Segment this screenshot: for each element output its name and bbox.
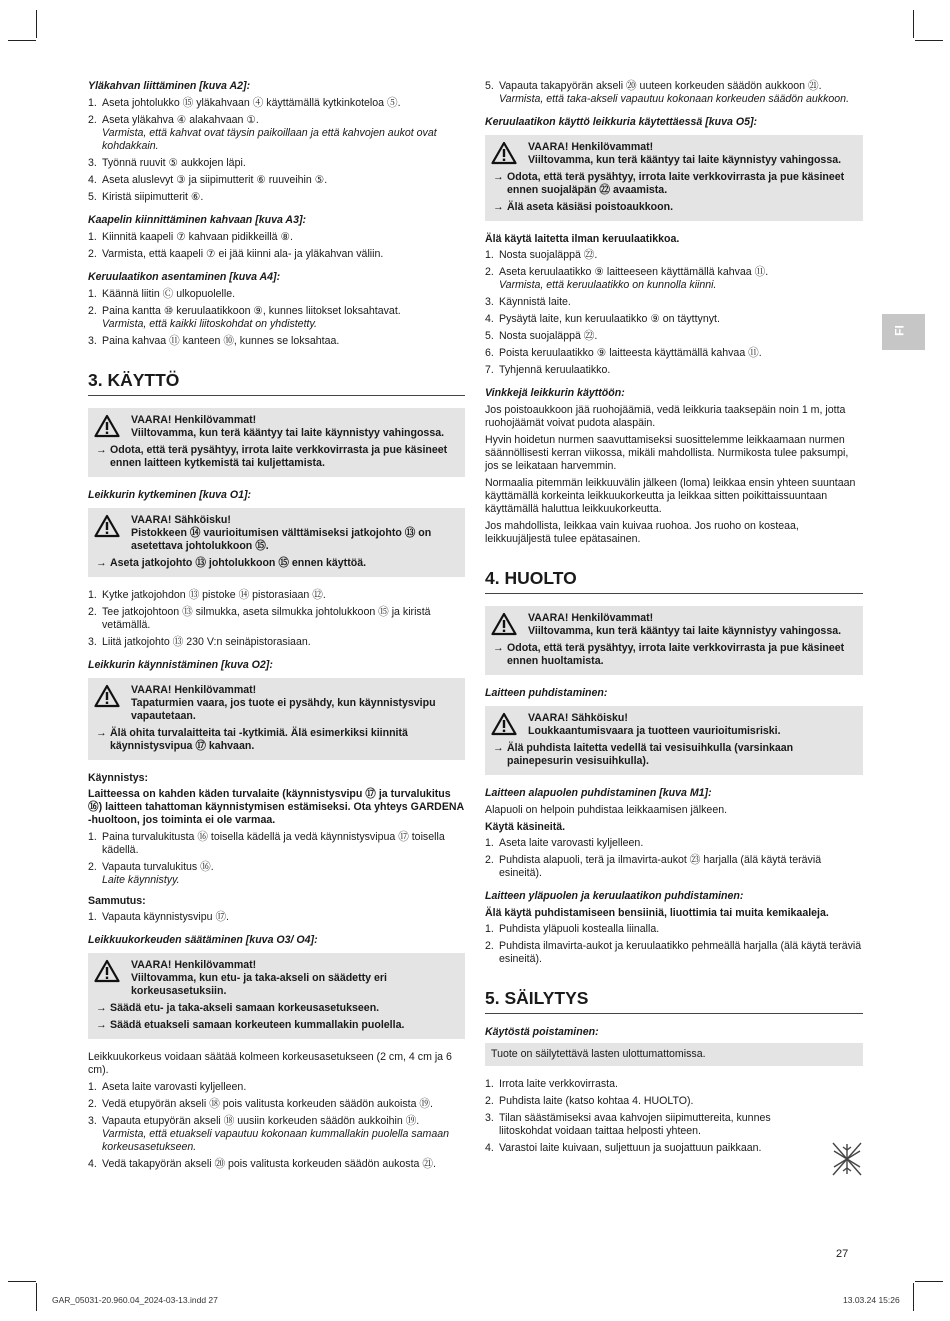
- warning-icon: [94, 414, 120, 438]
- language-tab-label: FI: [892, 325, 907, 336]
- tips: [485, 404, 863, 546]
- warning-description: Pistokkeen ⑭ vaurioitumisen välttämiseksi jatkojohto ⑬ on asetettava johtolukkoon ⑮.: [131, 527, 432, 552]
- step-text: Tyhjennä keruulaatikko.: [499, 364, 611, 376]
- step-number: 4.: [88, 174, 97, 186]
- step-number: 1.: [88, 589, 97, 601]
- crop-mark: [8, 40, 36, 41]
- section-title: Keruulaatikon käyttö leikkuria käytettäessä [kuva O5]:: [485, 116, 758, 128]
- frost-protection-icon: [832, 1142, 862, 1176]
- arrow-icon: →: [96, 1002, 107, 1014]
- warning-action: [493, 201, 855, 214]
- warning-action-text: Odota, että terä pysähtyy, irrota laite verkkovirrasta ja pue käsineet ennen laitteen kytkemistä tai kuljettamista.: [110, 444, 448, 469]
- step-number: 3.: [88, 1115, 97, 1127]
- warning-title: VAARA! Henkilövammat!: [528, 141, 654, 153]
- step-number: 5.: [485, 80, 494, 92]
- warning-title: VAARA! Henkilövammat!: [528, 612, 654, 624]
- step-text: Puhdista alapuoli, terä ja ilmavirta-aukot ㉓ harjalla (älä käytä teräviä esineitä).: [499, 854, 822, 879]
- list-item: [88, 335, 465, 348]
- list-item: [88, 831, 465, 857]
- section-title: Laitteen yläpuolen ja keruulaatikon puhdistaminen:: [485, 890, 744, 902]
- step-number: 3.: [485, 296, 494, 308]
- warning-action-text: Älä ohita turvalaitteita tai -kytkimiä. Älä esimerkiksi kiinnitä käynnistysvipua ⑰ kahvaan.: [110, 727, 408, 752]
- list-item: [485, 347, 863, 360]
- warning-description: Viiltovamma, kun terä kääntyy tai laite käynnistyy vahingossa.: [528, 154, 842, 166]
- step-number: 7.: [485, 364, 494, 376]
- step-note: Varmista, että kahvat ovat täysin paikoillaan ja että kahvojen aukot ovat kohdakkain.: [102, 127, 437, 152]
- warning-icon: [491, 612, 517, 636]
- arrow-icon: →: [493, 201, 504, 213]
- list-item: [485, 249, 863, 262]
- gloves-note: Käytä käsineitä.: [485, 821, 566, 833]
- step-text: Vedä etupyörän akseli ⑱ pois valitusta korkeuden säädön aukoista ⑲.: [102, 1098, 433, 1110]
- warning-action: [96, 444, 457, 470]
- arrow-icon: →: [493, 171, 504, 183]
- list-item: [88, 248, 465, 261]
- step-number: 1.: [485, 1078, 494, 1090]
- crop-mark: [915, 1281, 943, 1282]
- step-text: Vapauta käynnistysvipu ⑰.: [102, 911, 229, 923]
- heading-use: 3. KÄYTTÖ: [88, 370, 465, 396]
- step-number: 1.: [88, 288, 97, 300]
- step-text: Irrota laite verkkovirrasta.: [499, 1078, 618, 1090]
- warning-action: [96, 727, 457, 753]
- step-text: Tilan säästämiseksi avaa kahvojen siipimuttereita, kunnes liitoskohdat voidaan taittaa helposti yhteen.: [499, 1112, 771, 1137]
- section-title: Laitteen puhdistaminen:: [485, 687, 608, 699]
- warning-description: Viiltovamma, kun terä kääntyy tai laite käynnistyy vahingossa.: [528, 625, 842, 637]
- step-text: Kiristä siipimutterit ⑥.: [102, 191, 204, 203]
- step-number: 2.: [485, 266, 494, 278]
- step-number: 2.: [88, 861, 97, 873]
- list-item: [485, 837, 863, 850]
- step-note: Laite käynnistyy.: [102, 874, 180, 886]
- step-text: Aseta johtolukko ⑮ yläkahvaan ④ käyttämällä kytkinkoteloa ⑤.: [102, 97, 401, 109]
- warning-action-text: Aseta jatkojohto ⑬ johtolukkoon ⑮ ennen käyttöä.: [110, 557, 367, 569]
- step-number: 6.: [485, 347, 494, 359]
- step-text: Varastoi laite kuivaan, suljettuun ja suojattuun paikkaan.: [499, 1142, 762, 1154]
- step-list: [88, 97, 465, 204]
- warning-action: [96, 1019, 457, 1032]
- step-number: 4.: [88, 1158, 97, 1170]
- warning-title: VAARA! Sähköisku!: [528, 712, 628, 724]
- warning-action-text: Säädä etu- ja taka-akseli samaan korkeusasetukseen.: [110, 1002, 380, 1014]
- warning-box: [485, 606, 863, 675]
- step-number: 3.: [88, 335, 97, 347]
- arrow-icon: →: [493, 742, 504, 754]
- step-number: 3.: [485, 1112, 494, 1124]
- step-text: Vapauta etupyörän akseli ⑱ uusiin korkeuden säädön aukkoihin ⑲.: [102, 1115, 420, 1127]
- step-number: 2.: [88, 305, 97, 317]
- list-item: [485, 266, 863, 292]
- step-number: 4.: [485, 1142, 494, 1154]
- warning-box: [88, 508, 465, 577]
- step-number: 5.: [485, 330, 494, 342]
- step-number: 2.: [88, 248, 97, 260]
- warning-title: VAARA! Henkilövammat!: [131, 684, 257, 696]
- warning-icon: [94, 959, 120, 983]
- crop-mark: [913, 1283, 914, 1311]
- crop-mark: [36, 10, 37, 38]
- step-list: [485, 837, 863, 880]
- step-number: 1.: [88, 231, 97, 243]
- step-note: Varmista, että kaikki liitoskohdat on yhdistetty.: [102, 318, 317, 330]
- step-list: [88, 911, 465, 924]
- step-text: Aseta aluslevyt ③ ja siipimutterit ⑥ ruuveihin ⑤.: [102, 174, 328, 186]
- list-item: [88, 636, 465, 649]
- list-item: [88, 911, 465, 924]
- step-list: [485, 80, 863, 106]
- step-text: Puhdista yläpuoli kostealla liinalla.: [499, 923, 660, 935]
- list-item: [485, 313, 863, 326]
- warning-box: [88, 678, 465, 760]
- step-number: 1.: [88, 911, 97, 923]
- step-number: 2.: [485, 1095, 494, 1107]
- warning-action: [96, 557, 457, 570]
- warning-icon: [94, 684, 120, 708]
- step-text: Paina kahvaa ⑪ kanteen ⑩, kunnes se loksahtaa.: [102, 335, 340, 347]
- step-note: Varmista, että keruulaatikko on kunnolla kiinni.: [499, 279, 717, 291]
- step-text: Kytke jatkojohdon ⑬ pistoke ⑭ pistorasiaan ⑫.: [102, 589, 326, 601]
- section-title: Leikkurin käynnistäminen [kuva O2]:: [88, 659, 273, 671]
- warning-description: Loukkaantumisvaara ja tuotteen vaurioitumisriski.: [528, 725, 781, 737]
- list-item: [88, 114, 465, 153]
- list-item: [485, 1112, 785, 1138]
- list-item: [485, 330, 863, 343]
- list-item: [88, 1158, 465, 1171]
- step-list: [485, 249, 863, 377]
- step-number: 2.: [88, 1098, 97, 1110]
- stop-label: Sammutus:: [88, 895, 146, 907]
- step-number: 1.: [88, 97, 97, 109]
- step-text: Nosta suojaläppä ㉒.: [499, 330, 598, 342]
- heading-storage: 5. SÄILYTYS: [485, 988, 863, 1014]
- section-title: Laitteen alapuolen puhdistaminen [kuva M1]:: [485, 787, 712, 799]
- step-text: Puhdista laite (katso kohtaa 4. HUOLTO).: [499, 1095, 694, 1107]
- list-item: [88, 288, 465, 301]
- section-title: Vinkkejä leikkurin käyttöön:: [485, 387, 625, 399]
- warning-action-text: Älä puhdista laitetta vedellä tai vesisuihkulla (varsinkaan painepesurin vesisuihkulla).: [507, 742, 794, 767]
- crop-mark: [915, 40, 943, 41]
- step-list: [88, 589, 465, 649]
- step-number: 1.: [88, 1081, 97, 1093]
- warning-box: [485, 135, 863, 221]
- warning-description: Tapaturmien vaara, jos tuote ei pysähdy, kun käynnistysvipu vapautetaan.: [131, 697, 436, 722]
- step-text: Liitä jatkojohto ⑬ 230 V:n seinäpistorasiaan.: [102, 636, 311, 648]
- start-note: Laitteessa on kahden käden turvalaite (käynnistysvipu ⑰ ja turvalukitus ⑯) laitteen tahattoman käynnistymisen estämiseksi. Ota yhteys GARDENA -huoltoon, jos toiminta ei ole varmaa.: [88, 788, 464, 826]
- arrow-icon: →: [493, 642, 504, 654]
- step-number: 5.: [88, 191, 97, 203]
- step-text: Tee jatkojohtoon ⑬ silmukka, aseta silmukka johtolukkoon ⑮ ja kiristä vetämällä.: [102, 606, 431, 631]
- page-number: 27: [836, 1248, 849, 1260]
- warning-box: [88, 408, 465, 477]
- step-note: Varmista, että etuakseli vapautuu kokonaan kummallakin puolella samaan korkeusasetukseen.: [102, 1128, 450, 1153]
- step-list: [485, 923, 863, 966]
- tip-paragraph: Jos mahdollista, leikkaa vain kuivaa ruohoa. Jos ruoho on kosteaa, leikkuujäljestä tulee epätasainen.: [485, 520, 799, 545]
- warning-action: [493, 171, 855, 197]
- section-title: Keruulaatikon asentaminen [kuva A4]:: [88, 271, 281, 283]
- list-item: [88, 589, 465, 602]
- crop-mark: [913, 10, 914, 38]
- step-text: Aseta laite varovasti kyljelleen.: [102, 1081, 247, 1093]
- arrow-icon: →: [96, 444, 107, 456]
- warning-icon: [491, 712, 517, 736]
- start-label: Käynnistys:: [88, 772, 149, 784]
- section-title: Kaapelin kiinnittäminen kahvaan [kuva A3]:: [88, 214, 307, 226]
- step-list: [88, 288, 465, 348]
- list-item: [485, 854, 863, 880]
- step-text: Puhdista ilmavirta-aukot ja keruulaatikko pehmeällä harjalla (älä käytä teräviä esineitä).: [499, 940, 862, 965]
- step-text: Käännä liitin Ⓒ ulkopuolelle.: [102, 288, 236, 300]
- list-item: [88, 1098, 465, 1111]
- warning-action-text: Säädä etuakseli samaan korkeuteen kummallakin puolella.: [110, 1019, 405, 1031]
- no-box-warning: Älä käytä laitetta ilman keruulaatikkoa.: [485, 233, 680, 245]
- warning-action-text: Odota, että terä pysähtyy, irrota laite verkkovirrasta ja pue käsineet ennen huoltamista.: [507, 642, 845, 667]
- step-number: 1.: [88, 831, 97, 843]
- list-item: [485, 1095, 785, 1108]
- list-item: [88, 606, 465, 632]
- warning-description: Viiltovamma, kun terä kääntyy tai laite käynnistyy vahingossa.: [131, 427, 445, 439]
- tip-paragraph: Hyvin hoidetun nurmen saavuttamiseksi suosittelemme leikkaamaan nurmen säännöllisesti kerran viikossa, mikäli mahdollista. Nurmikosta tulee paksumpi, jos se leikataan harvemmin.: [485, 434, 849, 472]
- step-text: Aseta laite varovasti kyljelleen.: [499, 837, 644, 849]
- tip-paragraph: Jos poistoaukkoon jää ruohojäämiä, vedä leikkuria taaksepäin noin 1 m, jotta ruohojäämät voivat pudota alaspäin.: [485, 404, 846, 429]
- step-text: Vapauta takapyörän akseli ⑳ uuteen korkeuden säädön aukkoon ㉑.: [499, 80, 822, 92]
- crop-mark: [36, 1283, 37, 1311]
- step-text: Vedä takapyörän akseli ⑳ pois valitusta korkeuden säädön aukosta ㉑.: [102, 1158, 436, 1170]
- step-number: 3.: [88, 636, 97, 648]
- section-title: Käytöstä poistaminen:: [485, 1026, 599, 1038]
- warning-icon: [94, 514, 120, 538]
- step-text: Paina turvalukitusta ⑯ toisella kädellä ja vedä käynnistysvipua ⑰ toisella kädellä.: [102, 831, 445, 856]
- list-item: [88, 1081, 465, 1094]
- arrow-icon: →: [96, 557, 107, 569]
- step-number: 1.: [485, 923, 494, 935]
- warning-title: VAARA! Sähköisku!: [131, 514, 231, 526]
- step-number: 1.: [485, 837, 494, 849]
- step-text: Kiinnitä kaapeli ⑦ kahvaan pidikkeillä ⑧.: [102, 231, 293, 243]
- heading-maintenance: 4. HUOLTO: [485, 568, 863, 594]
- children-note: Tuote on säilytettävä lasten ulottumattomissa.: [485, 1043, 863, 1066]
- tip-paragraph: Normaalia pitemmän leikkuuvälin jälkeen (loma) leikkaa ensin yhteen suuntaan käyttämällä korkeinta leikkuukorkeutta ja leikkaa sitten poikittaissuuntaan käyttämällä haluttua leikkuukorkeutta.: [485, 477, 856, 515]
- step-text: Aseta keruulaatikko ⑨ laitteeseen käyttämällä kahvaa ⑪.: [499, 266, 769, 278]
- list-item: [88, 97, 465, 110]
- warning-action: [493, 642, 855, 668]
- list-item: [88, 191, 465, 204]
- warning-box: [485, 706, 863, 775]
- step-text: Nosta suojaläppä ㉒.: [499, 249, 598, 261]
- right-column: [485, 80, 863, 1159]
- warning-action: [493, 742, 855, 768]
- list-item: [88, 305, 465, 331]
- step-number: 3.: [88, 157, 97, 169]
- step-list: [485, 1078, 785, 1155]
- warning-title: VAARA! Henkilövammat!: [131, 414, 257, 426]
- chemicals-warning: Älä käytä puhdistamiseen bensiiniä, liuottimia tai muita kemikaaleja.: [485, 907, 829, 919]
- list-item: [88, 174, 465, 187]
- list-item: [485, 940, 863, 966]
- section-title: Leikkuukorkeuden säätäminen [kuva O3/ O4]:: [88, 934, 318, 946]
- section-title: Leikkurin kytkeminen [kuva O1]:: [88, 489, 252, 501]
- footer-file: GAR_05031-20.960.04_2024-03-13.indd 27: [52, 1295, 218, 1305]
- footer-date: 13.03.24 15:26: [843, 1295, 900, 1305]
- list-item: [88, 1115, 465, 1154]
- warning-box: [88, 953, 465, 1039]
- step-text: Pysäytä laite, kun keruulaatikko ⑨ on täyttynyt.: [499, 313, 720, 325]
- warning-action: [96, 1002, 457, 1015]
- step-number: 2.: [485, 854, 494, 866]
- list-item: [88, 157, 465, 170]
- list-item: [485, 364, 863, 377]
- arrow-icon: →: [96, 1019, 107, 1031]
- step-number: 2.: [88, 114, 97, 126]
- under-paragraph: Alapuoli on helpoin puhdistaa leikkaamisen jälkeen.: [485, 804, 728, 816]
- height-paragraph: Leikkuukorkeus voidaan säätää kolmeen korkeusasetukseen (2 cm, 4 cm ja 6 cm).: [88, 1051, 452, 1076]
- step-text: Työnnä ruuvit ⑤ aukkojen läpi.: [102, 157, 246, 169]
- list-item: [485, 1078, 785, 1091]
- step-text: Paina kantta ⑩ keruulaatikkoon ⑨, kunnes liitokset loksahtavat.: [102, 305, 401, 317]
- warning-action-text: Odota, että terä pysähtyy, irrota laite verkkovirrasta ja pue käsineet ennen suojaläpän ㉒ avaamista.: [507, 171, 845, 196]
- arrow-icon: →: [96, 727, 107, 739]
- step-text: Poista keruulaatikko ⑨ laitteesta käyttämällä kahvaa ⑪.: [499, 347, 762, 359]
- list-item: [88, 861, 465, 887]
- step-text: Aseta yläkahva ④ alakahvaan ①.: [102, 114, 259, 126]
- step-text: Vapauta turvalukitus ⑯.: [102, 861, 214, 873]
- left-column: [88, 80, 465, 1175]
- language-tab: [882, 314, 925, 350]
- list-item: [88, 231, 465, 244]
- step-list: [88, 831, 465, 887]
- step-note: Varmista, että taka-akseli vapautuu kokonaan korkeuden säädön aukkoon.: [499, 93, 850, 105]
- step-list: [88, 231, 465, 261]
- list-item: [485, 296, 863, 309]
- step-number: 1.: [485, 249, 494, 261]
- crop-mark: [8, 1281, 36, 1282]
- warning-description: Viiltovamma, kun etu- ja taka-akseli on säädetty eri korkeusasetuksiin.: [131, 972, 387, 997]
- warning-title: VAARA! Henkilövammat!: [131, 959, 257, 971]
- step-number: 2.: [88, 606, 97, 618]
- list-item: [485, 1142, 785, 1155]
- step-list: [88, 1081, 465, 1171]
- step-text: Käynnistä laite.: [499, 296, 571, 308]
- section-title: Yläkahvan liittäminen [kuva A2]:: [88, 80, 251, 92]
- list-item: [485, 923, 863, 936]
- step-number: 4.: [485, 313, 494, 325]
- warning-icon: [491, 141, 517, 165]
- step-number: 2.: [485, 940, 494, 952]
- step-text: Varmista, että kaapeli ⑦ ei jää kiinni ala- ja yläkahvan väliin.: [102, 248, 384, 260]
- warning-action-text: Älä aseta käsiäsi poistoaukkoon.: [507, 201, 674, 213]
- list-item: [485, 80, 863, 106]
